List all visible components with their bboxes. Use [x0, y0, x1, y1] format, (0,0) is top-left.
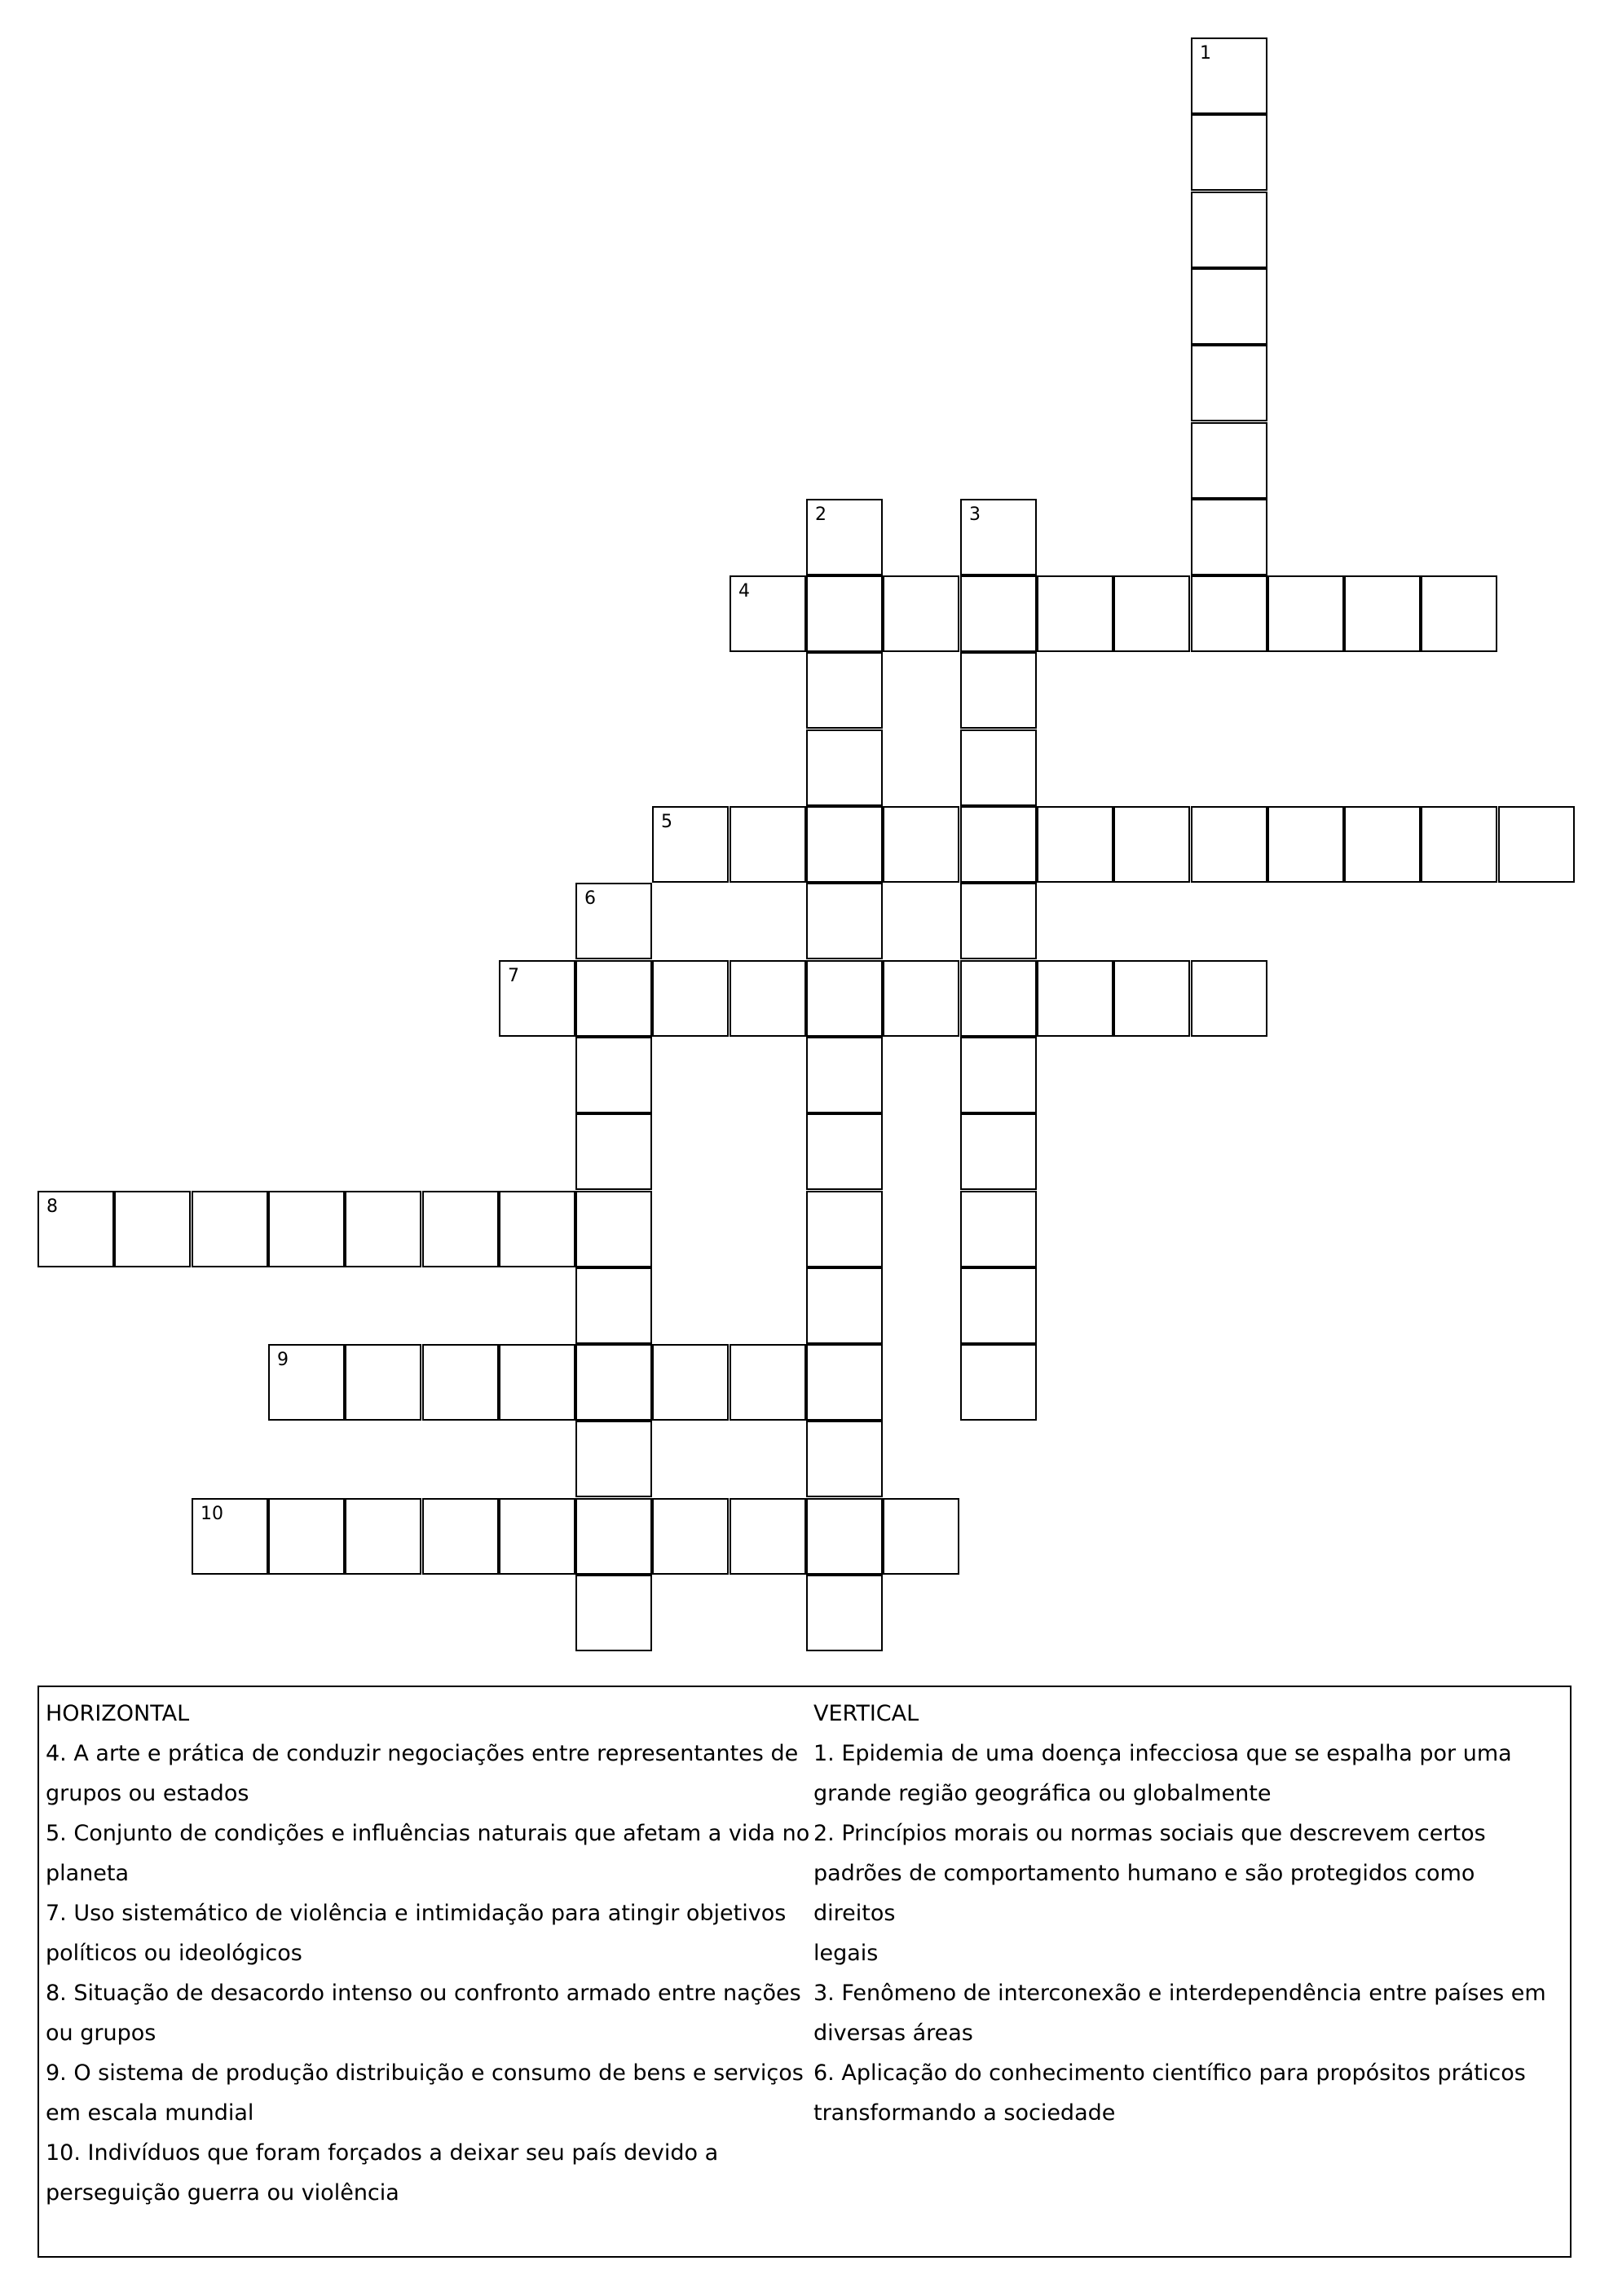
crossword-cell[interactable] [652, 1344, 729, 1421]
clue-line: 3. Fenômeno de interconexão e interdependência entre países em [813, 1981, 1546, 2006]
clue-line: grande região geográfica ou globalmente [813, 1781, 1272, 1806]
crossword-cell[interactable] [960, 960, 1037, 1037]
vertical-clues [813, 1694, 1563, 2133]
crossword-cell[interactable] [268, 1191, 345, 1267]
crossword-cell[interactable] [1191, 422, 1267, 499]
crossword-cell[interactable] [1191, 268, 1267, 345]
crossword-cell[interactable] [575, 1191, 652, 1267]
crossword-cell[interactable] [652, 960, 729, 1037]
crossword-cell[interactable] [1191, 192, 1267, 268]
crossword-cell[interactable] [1191, 114, 1267, 191]
crossword-cell[interactable] [575, 1344, 652, 1421]
clue-number: 8 [46, 1196, 58, 1217]
crossword-cell[interactable] [1498, 806, 1575, 883]
crossword-cell[interactable] [1113, 960, 1190, 1037]
clue-number: 1 [1200, 43, 1211, 64]
crossword-cell[interactable] [192, 1191, 268, 1267]
crossword-cell[interactable] [806, 575, 883, 652]
crossword-cell[interactable] [345, 1191, 421, 1267]
clue-number: 9 [277, 1350, 289, 1370]
clue-line: políticos ou ideológicos [46, 1941, 302, 1966]
vertical-title: VERTICAL [813, 1701, 919, 1726]
clue-line: 9. O sistema de produção distribuição e consumo de bens e serviços [46, 2060, 804, 2086]
clue-line: padrões de comportamento humano e são protegidos como direitos [813, 1861, 1475, 1926]
crossword-cell[interactable] [37, 1191, 114, 1267]
crossword-cell[interactable] [730, 806, 806, 883]
crossword-cell[interactable] [1037, 575, 1113, 652]
clue-line: planeta [46, 1861, 130, 1886]
crossword-cell[interactable] [499, 1498, 575, 1575]
crossword-cell[interactable] [652, 806, 729, 883]
crossword-cell[interactable] [422, 1191, 499, 1267]
crossword-cell[interactable] [1191, 960, 1267, 1037]
crossword-cell[interactable] [575, 1113, 652, 1190]
crossword-cell[interactable] [806, 1267, 883, 1344]
crossword-cell[interactable] [806, 806, 883, 883]
crossword-cell[interactable] [575, 960, 652, 1037]
clue-line: diversas áreas [813, 2021, 973, 2046]
clue-number: 10 [201, 1504, 223, 1524]
crossword-cell[interactable] [345, 1498, 421, 1575]
crossword-cell[interactable] [806, 499, 883, 575]
clue-number: 3 [969, 505, 981, 525]
crossword-cell[interactable] [1037, 806, 1113, 883]
crossword-cell[interactable] [575, 1421, 652, 1497]
crossword-cell[interactable] [1191, 499, 1267, 575]
crossword-cell[interactable] [192, 1498, 268, 1575]
crossword-cell[interactable] [960, 1344, 1037, 1421]
clue-line: ou grupos [46, 2021, 156, 2046]
crossword-cell[interactable] [806, 1344, 883, 1421]
clue-number: 7 [508, 966, 519, 986]
crossword-cell[interactable] [1344, 575, 1421, 652]
clue-number: 6 [584, 888, 596, 909]
clue-line: 5. Conjunto de condições e influências naturais que afetam a vida no [46, 1821, 810, 1846]
clues-box [37, 1686, 1572, 2258]
crossword-cell[interactable] [960, 575, 1037, 652]
clue-line: 6. Aplicação do conhecimento científico para propósitos práticos [813, 2060, 1526, 2086]
crossword-cell[interactable] [960, 1037, 1037, 1113]
clue-line: 2. Princípios morais ou normas sociais que descrevem certos [813, 1821, 1486, 1846]
crossword-cell[interactable] [730, 1344, 806, 1421]
clue-line: 1. Epidemia de uma doença infecciosa que se espalha por uma [813, 1741, 1512, 1766]
crossword-cell[interactable] [345, 1344, 421, 1421]
crossword-cell[interactable] [575, 883, 652, 959]
crossword-cell[interactable] [806, 652, 883, 729]
crossword-cell[interactable] [883, 1498, 959, 1575]
clue-number: 5 [661, 812, 672, 832]
crossword-cell[interactable] [1191, 37, 1267, 114]
crossword-cell[interactable] [960, 806, 1037, 883]
clue-line: 4. A arte e prática de conduzir negociações entre representantes de [46, 1741, 799, 1766]
crossword-cell[interactable] [1113, 806, 1190, 883]
crossword-cell[interactable] [1421, 575, 1497, 652]
crossword-cell[interactable] [806, 1037, 883, 1113]
crossword-cell[interactable] [806, 960, 883, 1037]
crossword-cell[interactable] [960, 652, 1037, 729]
crossword-cell[interactable] [806, 883, 883, 959]
crossword-cell[interactable] [960, 1113, 1037, 1190]
crossword-cell[interactable] [806, 1498, 883, 1575]
clue-line: perseguição guerra ou violência [46, 2180, 399, 2206]
horizontal-clues [46, 1694, 812, 2213]
crossword-cell[interactable] [1191, 345, 1267, 421]
crossword-cell[interactable] [268, 1498, 345, 1575]
crossword-cell[interactable] [575, 1498, 652, 1575]
crossword-cell[interactable] [960, 1191, 1037, 1267]
crossword-cell[interactable] [1191, 806, 1267, 883]
crossword-cell[interactable] [806, 1191, 883, 1267]
crossword-cell[interactable] [730, 960, 806, 1037]
clue-line: legais [813, 1941, 879, 1966]
crossword-cell[interactable] [422, 1498, 499, 1575]
crossword-cell[interactable] [499, 1191, 575, 1267]
crossword-cell[interactable] [422, 1344, 499, 1421]
crossword-cell[interactable] [268, 1344, 345, 1421]
crossword-cell[interactable] [1267, 806, 1344, 883]
crossword-cell[interactable] [806, 1421, 883, 1497]
clue-line: grupos ou estados [46, 1781, 249, 1806]
crossword-cell[interactable] [1037, 960, 1113, 1037]
crossword-cell[interactable] [652, 1498, 729, 1575]
crossword-cell[interactable] [1191, 575, 1267, 652]
clue-line: 8. Situação de desacordo intenso ou confronto armado entre nações [46, 1981, 801, 2006]
clue-number: 4 [738, 581, 750, 602]
clue-line: 7. Uso sistemático de violência e intimidação para atingir objetivos [46, 1901, 787, 1926]
crossword-cell[interactable] [883, 806, 959, 883]
crossword-cell[interactable] [883, 960, 959, 1037]
crossword-cell[interactable] [1421, 806, 1497, 883]
horizontal-title: HORIZONTAL [46, 1701, 190, 1726]
crossword-cell[interactable] [1267, 575, 1344, 652]
clue-line: 10. Indivíduos que foram forçados a deixar seu país devido a [46, 2140, 719, 2166]
crossword-cell[interactable] [499, 960, 575, 1037]
crossword-cell[interactable] [960, 1267, 1037, 1344]
crossword-cell[interactable] [960, 883, 1037, 959]
crossword-cell[interactable] [960, 499, 1037, 575]
crossword-cell[interactable] [575, 1267, 652, 1344]
crossword-cell[interactable] [499, 1344, 575, 1421]
crossword-cell[interactable] [960, 729, 1037, 806]
crossword-cell[interactable] [1113, 575, 1190, 652]
crossword-cell[interactable] [575, 1037, 652, 1113]
crossword-cell[interactable] [114, 1191, 191, 1267]
crossword-cell[interactable] [730, 575, 806, 652]
crossword-cell[interactable] [575, 1575, 652, 1651]
crossword-cell[interactable] [806, 1575, 883, 1651]
crossword-cell[interactable] [883, 575, 959, 652]
crossword-cell[interactable] [806, 1113, 883, 1190]
crossword-cell[interactable] [730, 1498, 806, 1575]
crossword-cell[interactable] [806, 729, 883, 806]
clue-line: transformando a sociedade [813, 2100, 1116, 2126]
crossword-cell[interactable] [1344, 806, 1421, 883]
clue-line: em escala mundial [46, 2100, 254, 2126]
clue-number: 2 [815, 505, 827, 525]
